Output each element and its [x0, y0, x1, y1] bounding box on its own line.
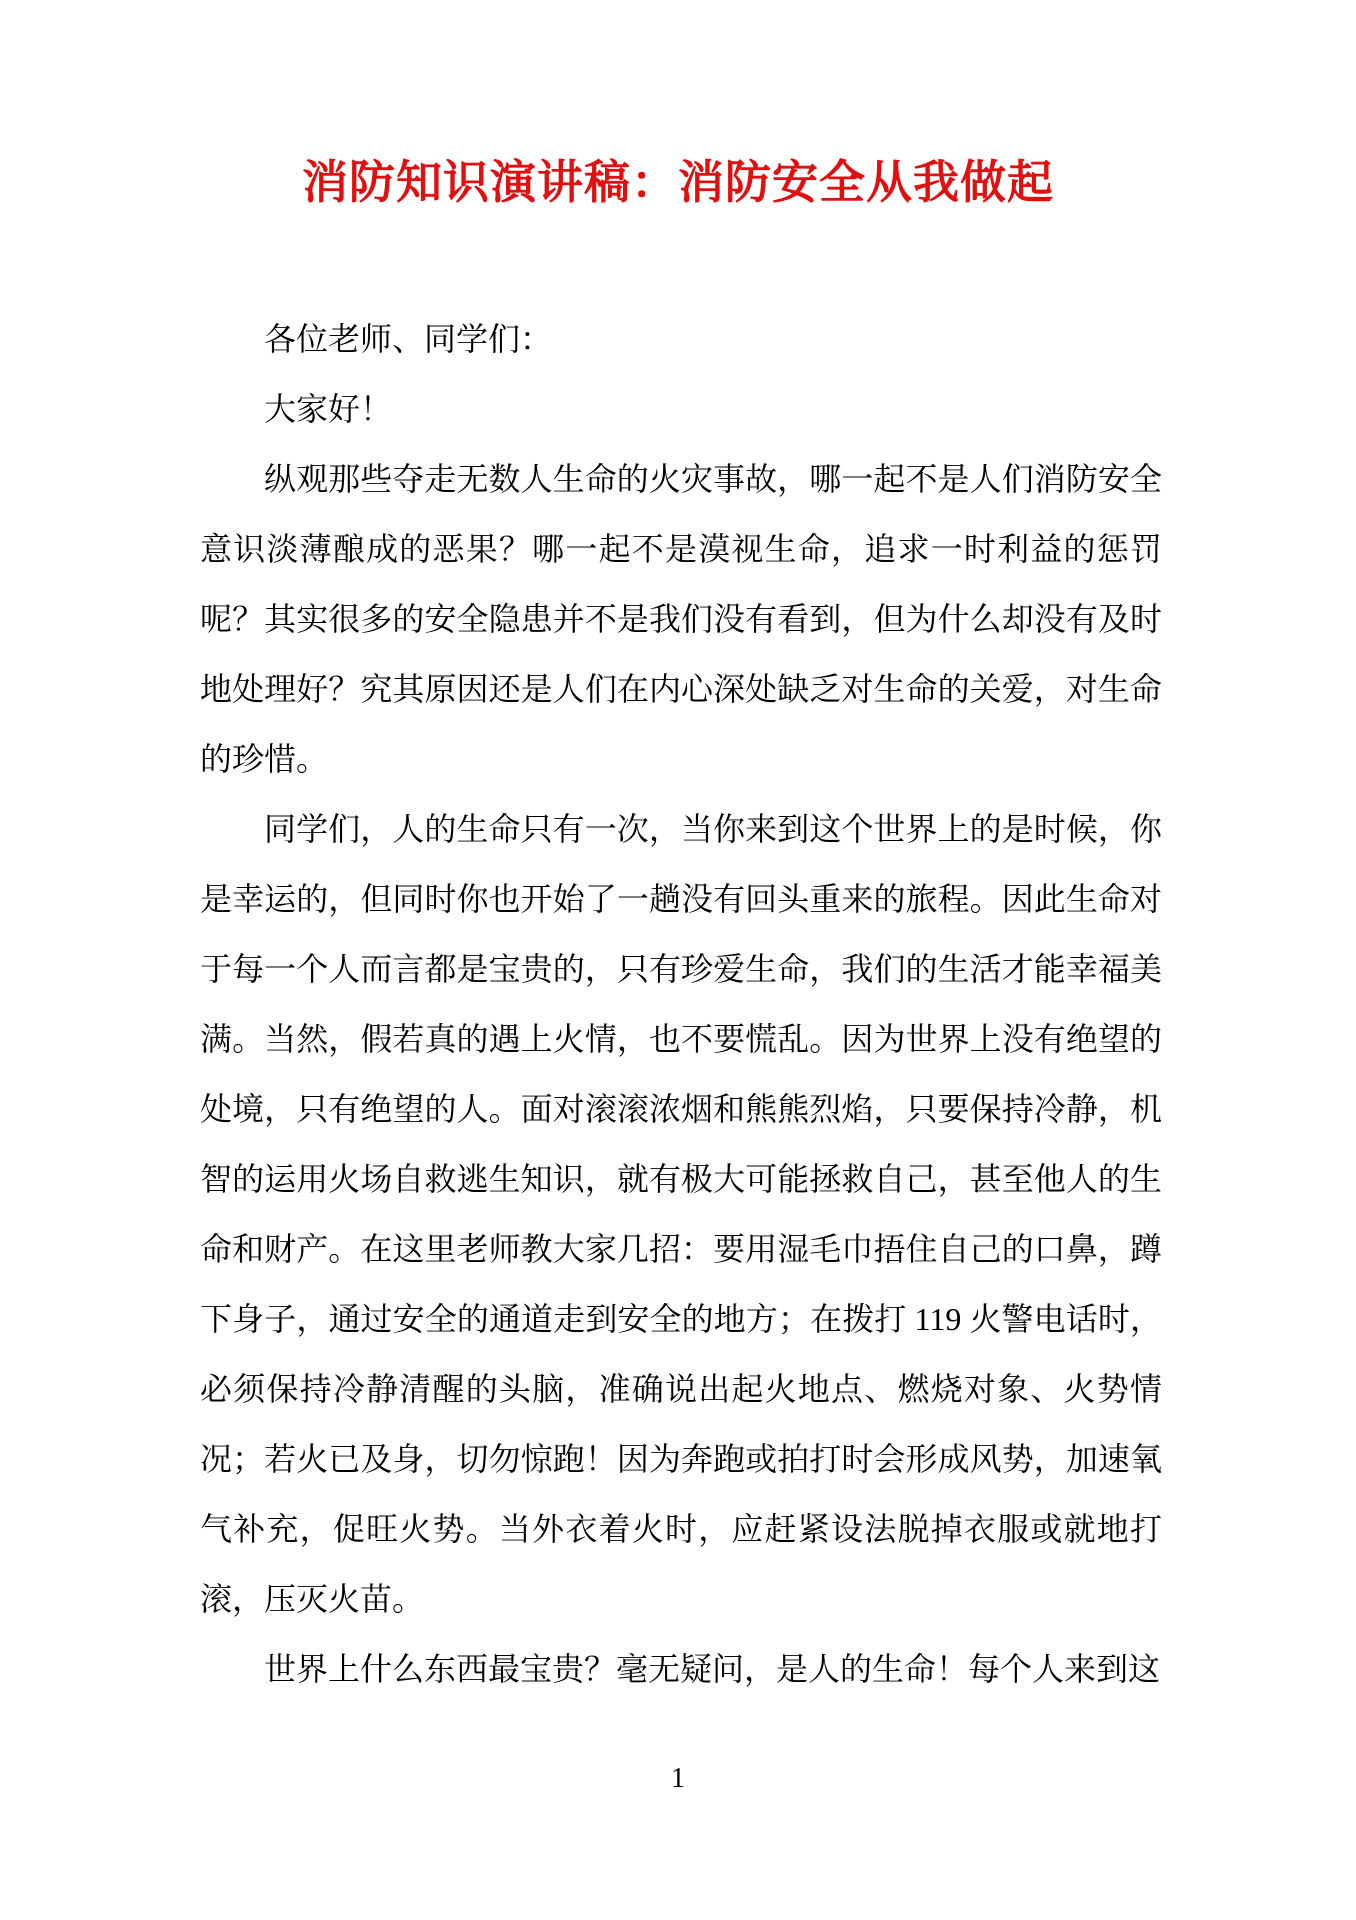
page-number: 1: [671, 1763, 685, 1794]
paragraph: 同学们，人的生命只有一次，当你来到这个世界上的是时候，你是幸运的，但同时你也开始了一趟没有回头重来的旅程。因此生命对于每一个人而言都是宝贵的，只有珍爱生命，我们的生活才能幸福美满。当然，假若真的遇上火情，也不要慌乱。因为世界上没有绝望的处境，只有绝望的人。面对滚滚浓烟和熊熊烈焰，只要保持冷静，机智的运用火场自救逃生知识，就有极大可能拯救自己，甚至他人的生命和财产。在这里老师教大家几招：要用湿毛巾捂住自己的口鼻，蹲下身子，通过安全的通道走到安全的地方；在拨打 119 火警电话时，必须保持冷静清醒的头脑，准确说出起火地点、燃烧对象、火势情况；若火已及身，切勿惊跑！因为奔跑或拍打时会形成风势，加速氧气补充，促旺火势。当外衣着火时，应赶紧设法脱掉衣服或就地打滚，压灭火苗。: [200, 811, 1162, 1617]
document-title: 消防知识演讲稿：消防安全从我做起: [302, 157, 1054, 208]
paragraph: 世界上什么东西最宝贵？毫无疑问，是人的生命！每个人来到这: [264, 1651, 1161, 1687]
paragraph-salutation: 各位老师、同学们：: [264, 321, 553, 357]
paragraph-greeting: 大家好！: [264, 391, 393, 427]
paragraph: 纵观那些夺走无数人生命的火灾事故，哪一起不是人们消防安全意识淡薄酿成的恶果？哪一起不是漠视生命，追求一时利益的惩罚呢？其实很多的安全隐患并不是我们没有看到，但为什么却没有及时地处理好？究其原因还是人们在内心深处缺乏对生命的关爱，对生命的珍惜。: [200, 461, 1162, 777]
document-body: [200, 304, 1162, 1704]
